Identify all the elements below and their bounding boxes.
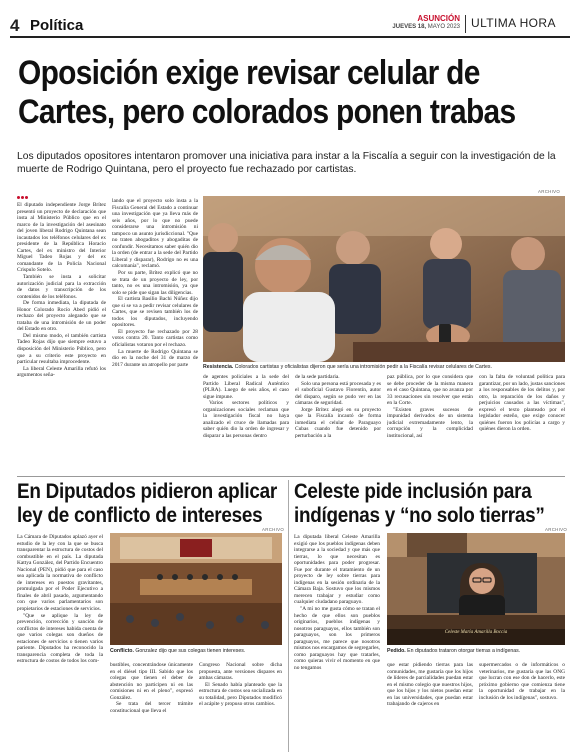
lead-column-1: El diputado independiente Jorge Brítez presentó un proyecto de declaración que insta al Ministerio Público que en el marco de la investigación del asesinato del joven liberal Rodrigo Quintana sean incautados los teléfonos celulares del ex presidente de la República Horacio Cartes, del ex ministro del Interior Miguel Tadeo Rojas y del ex comandante de la Policía Nacional Crispulo Sotelo. También se insta a solicitar autorización judicial para la extracción de datos y transcripción de los contenidos de los teléfonos. De forma inmediata, la diputada de Honor Colorado Rocío Abed pidió el rechazo del proyecto alegando que se trataba de una intromisión de un poder del Estado en otro. Del mismo modo, el también cartista Tadeo Rojas dijo que siempre estuvo a disposición del Ministerio Público, pero que a su criterio este proyecto en particular resultaba improcedente. La liberal Celeste Amarilla refutó los argumentos seña- — [17, 202, 106, 379]
lead-column-6: con la falta de voluntad política para garantizar, por un lado, justas sanciones a los responsables de los delitos y, por otro, la reparación de los daños y perjuicios causados a las víctimas", expresó el texto planteado por el legislador esteño, que exige conocer quiénes fueron los policías a cargo y quiénes dieron la orden. — [479, 374, 565, 433]
section-dots-icon — [17, 196, 33, 200]
story3-headline-line-2: indígenas y “no solo tierras” — [294, 504, 545, 527]
story2-column-2: bustibles, concentrándose únicamente en el diésel tipo III. Sabido que los colegas que tienen el deber de abstención no participen ni en las comisiones ni en el pleno", expresó González. Se trata del tercer trámite constitucional que lleva el — [110, 662, 193, 714]
lead-photo-credit: ARCHIVO — [538, 189, 561, 194]
header-rule — [10, 36, 570, 38]
nameplate-label: Celeste María Amarilla Boccia — [444, 630, 508, 635]
lead-column-3: de agentes policiales a la sede del Partido Liberal Radical Auténtico (PLRA). Luego de seis años, el caso sigue impune. Varios sectores políticos y organizaciones sociales reclaman que la investigación fiscal no haya analizado el cruce de llamadas para saber quién dio la orden de ingresar y disparar a las personas dentro — [203, 374, 289, 439]
header-divider-vertical — [465, 15, 466, 33]
section-label: Política — [30, 17, 84, 34]
story2-photo-caption: Conflicto. Gonzalez dijo que sus colegas tienen intereses. — [110, 648, 246, 654]
story-divider-vertical — [288, 480, 289, 752]
edition-label: ULTIMA HORA — [471, 16, 556, 30]
brand-name: ASUNCIÓN — [417, 14, 460, 23]
lead-column-4: de la sede partidaria. Solo una persona está procesada y es el suboficial Gustavo Florentín, autor del disparo, según se pudo ver en las cámaras de seguridad. Jorge Brítez alegó en su proyecto que la Fiscalía incautó de forma inmediata el celular de Paraguayo Cubas cuando fue detenido por perturbación a la — [295, 374, 381, 439]
lead-photo-image — [203, 196, 565, 362]
story2-headline-line-2: ley de conflicto de intereses — [17, 504, 263, 527]
lead-bottom-rule — [17, 476, 565, 477]
story3-photo-credit: ARCHIVO — [545, 527, 568, 532]
story2-photo-image — [110, 533, 282, 645]
story3-column-1: La diputada liberal Celeste Amarilla exigió que los pueblos indígenas deben integrarse a la sociedad y que más que tierras, lo que necesitan es oportunidades para poder progresar. Fue por durante el tratamiento de un proyecto de ley sobre tierras para indígenas en la sesión ordinaria de la Cámara Baja. Sostuvo que los mismos merecen trabajar y estudiar como cualquier ciudadano paraguayo. "A mí no me gusta cómo se tratan el hecho de que ellos son pueblos originarios, pueblos indígenas y nosotros paraguayos, ellos también son paraguayos, son los primeros paraguayos, me parece que nosotros mismos nos encargamos de segregarles, como paraguayos hay que tratarles, como quieras vivir el momento en que no tengamos — [294, 534, 380, 671]
page-header — [0, 0, 580, 38]
lead-column-2: lando que el proyecto solo insta a la Fiscalía General del Estado a continuar una investigación que ya lleva más de seis años, por lo que no puede considerarse una intromisión ni tampoco un asunto jurisdiccional. "Que no traten abogaditos y abogaditas de confundir. Necesitamos saber quién dio la orden (de entrar a la sede del Partido Liberal y disparar), Rodrigo no es una calcomanía", reclamó. Por su parte, Brítez explicó que no se trata de un proyecto de ley, por tanto, no es una intromisión, ya que solo se pide que sigan las diligencias. El cartista Basilio Bachi Núñez dijo que si se va a pedir revisar celulares de Cartes, que se revisen también los de todos los diputados, incluyendo opositores. El proyecto fue rechazado por 28 votos contra 20. Tanto cartistas como oficialistas votaron por el rechazo. La muerte de Rodrigo Quintana se dio en la noche del 31 de marzo de 2017 durante un atropello por parte — [112, 198, 198, 368]
lead-column-5: paz pública, por lo que considera que se debe proceder de la misma manera en el caso Quintana, que no avanza por 33 recusaciones sin resolver que están en la Corte. "Existen graves sucesos de impunidad derivados de un sistema judicial extremadamente lento, la corrupción y la complicidad institucional, así — [387, 374, 473, 439]
lead-photo-caption: Resistencia. Colorados cartistas y oficialistas dijeron que sería una intromisión pedir a la Fiscalía revisar celulares de Cartes. — [203, 364, 492, 370]
story3-column-3: supermercados o de informáticos o veterinarios, me gustaría que las ONG que lucran con ese don de hacerlo, este próximo gobierno que comienza tiene la oportunidad de trabajar en la inclusión de los indígenas", sostuvo. — [479, 662, 565, 701]
issue-date: JUEVES 18, MAYO 2023 — [392, 24, 460, 30]
lead-photo — [203, 196, 565, 362]
page-number: 4 — [10, 16, 20, 35]
story3-photo-image — [387, 533, 565, 645]
story3-photo-caption: Pedido. En diputados trataron otorgar tierras a indígenas. — [387, 648, 521, 654]
lead-headline — [18, 54, 515, 132]
story2-column-1: La Cámara de Diputados aplazó ayer el estudio de la ley con la que se busca transparentar la estructura de costos del combustible en el país. La diputada Kattya González, del Partido Encuentro Nacional (PEN), pidió que para el caso sea aplicada la normativa de conflicto de intereses en puestos gravitantes, promulgada por el Poder Ejecutivo a finales de abril pasado, argumentando con que varios parlamentarios son propietarios de estaciones de servicios. "Que se aplique la ley de prevención, corrección y sanción de conflictos de intereses habida cuenta de que varios colegas son dueños de estaciones de servicios o tienen varios pariente. Diputados ha reconocido la transparencia completa de toda la estructura de costos de todos los com- — [17, 534, 103, 665]
story2-photo-credit: ARCHIVO — [262, 527, 285, 532]
story2-headline-line-1: En Diputados pidieron aplicar — [17, 480, 277, 503]
lead-headline-line-2: Cartes, pero colorados ponen trabas — [18, 93, 516, 131]
story3-headline-line-1: Celeste pide inclusión para — [294, 480, 532, 503]
story2-photo — [110, 533, 282, 645]
story3-headline — [294, 480, 545, 528]
story2-headline — [17, 480, 277, 528]
story3-photo — [387, 533, 565, 645]
story3-column-2: que estar pidiendo tierras para las comunidades, me gustaría que los hijos de líderes de parcialidades puedan estar en el mismo colegio que nuestros hijos, que los hijos y los nietos puedan estar en las universidades, que puedan estar trabajando de cajeros en — [387, 662, 473, 708]
lead-deck: Los diputados opositores intentaron promover una iniciativa para instar a la Fiscalía a seguir con la investigación de la muerte de Rodrigo Quintana, pero el proyecto fue rechazado por cartistas. — [17, 151, 556, 175]
story2-column-3: Congreso Nacional sobre dicha propuesta, ante versiones dispares en ambas cámaras. El Senado había planteado que la estructura de costos sea socializada en su totalidad, pero Diputados modificó el acápite y propuso otros cambios. — [199, 662, 282, 708]
lead-headline-line-1: Oposición exige revisar celular de — [18, 54, 480, 92]
